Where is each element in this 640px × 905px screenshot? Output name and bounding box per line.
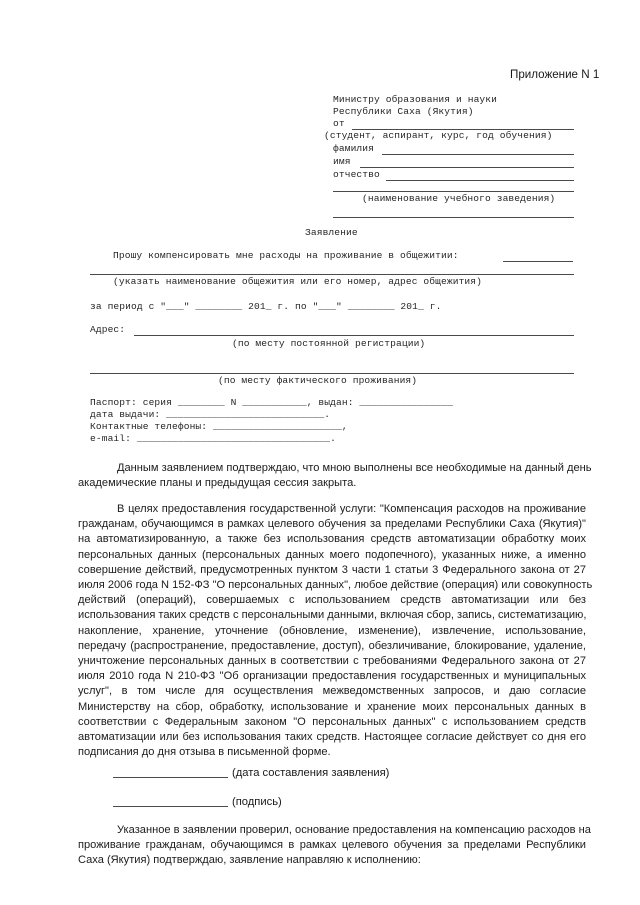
consent-line: услуг", в том числе для осуществления межведомственных запросов, и даю согласие <box>78 685 586 698</box>
passport-line: Паспорт: серия ________ N ___________, выдан: ________________ <box>90 397 454 408</box>
dorm-hint: (указать наименование общежития или его номер, адрес общежития) <box>113 276 483 287</box>
patronymic-label: отчество <box>333 169 380 180</box>
date-line <box>113 777 228 778</box>
consent-line: В целях предоставления государственной услуги: "Компенсация расходов на проживание <box>117 503 586 515</box>
email-line: e-mail: _________________________________. <box>90 433 337 444</box>
student-hint: (студент, аспирант, курс, год обучения) <box>324 130 553 141</box>
consent-line: июля 2006 года N 152-ФЗ "О персональных данных", любое действие (операция) или совокупность <box>78 579 593 592</box>
date-label: (дата составления заявления) <box>232 767 390 779</box>
confirmation-paragraph <box>78 461 592 491</box>
addressee-minister: Министру образования и науки <box>333 94 498 105</box>
addressee-republic: Республики Саха (Якутия) <box>333 106 474 117</box>
confirmation-line: Данным заявлением подтверждаю, что мною выполнены все необходимые на данный день <box>117 462 592 474</box>
appendix-label: Приложение N 1 <box>510 68 600 81</box>
confirmation-line: академические планы и предыдущая сессия закрыта. <box>78 477 357 490</box>
dorm-line-short <box>503 261 573 262</box>
name-line <box>360 167 574 168</box>
consent-line: передачу (распространение, предоставление, доступ), обезличивание, блокирование, удаление, <box>78 639 586 652</box>
from-label: от <box>333 118 345 129</box>
actual-hint: (по месту фактического проживания) <box>218 375 418 386</box>
document-title: Заявление <box>305 227 358 238</box>
consent-line: соответствии с Федеральным законом "О персональных данных" с использованием средств <box>78 715 586 728</box>
consent-line: на автоматизированную, а также без использования средств автоматизации обработку моих <box>78 533 586 546</box>
consent-line: действий (операций), совершаемых с использованием средств автоматизации или без <box>78 594 586 607</box>
consent-line: использования таких средств с персональными данными, включая сбор, запись, систематизацию, <box>78 609 587 622</box>
permanent-hint: (по месту постоянной регистрации) <box>232 338 426 349</box>
institution-line-2 <box>333 217 574 218</box>
verification-paragraph <box>78 823 591 869</box>
surname-label: фамилия <box>333 143 375 154</box>
verification-line: Саха (Якутия) подтверждаю, заявление направляю к исполнению: <box>78 854 421 867</box>
institution-line <box>333 191 574 192</box>
consent-line: накопление, хранение, уточнение (обновление, изменение), извлечение, использование, <box>78 624 586 637</box>
patronymic-line <box>386 180 574 181</box>
verification-line: Указанное в заявлении проверил, основание предоставления на компенсацию расходов на <box>117 824 591 836</box>
phones-line: Контактные телефоны: ______________________, <box>90 421 348 432</box>
consent-line: персональных данных (персональных данных моего подопечного), указанных ниже, а именно <box>78 548 586 561</box>
consent-line: автоматизации или без использования таких средств. Настоящее согласие действует со дня его <box>78 731 586 744</box>
institution-hint: (наименование учебного заведения) <box>362 193 556 204</box>
request-line: Прошу компенсировать мне расходы на проживание в общежитии: <box>113 250 459 261</box>
consent-line: совершение действий, предусмотренных пунктом 3 части 1 статьи 3 Федерального закона от 27 <box>78 563 586 576</box>
issue-date-line: дата выдачи: ___________________________. <box>90 409 331 420</box>
period-line: за период с "___" ________ 201_ г. по "___" ________ 201_ г. <box>90 301 442 312</box>
dorm-line <box>90 274 574 275</box>
address-actual-line <box>90 373 574 374</box>
signature-label: (подпись) <box>232 796 282 808</box>
signature-line <box>113 806 228 807</box>
address-label: Адрес: <box>90 324 126 335</box>
consent-line: гражданам, обучающимся в рамках целевого обучения за пределами Республики Саха (Якутия)" <box>78 518 586 531</box>
name-label: имя <box>333 156 351 167</box>
consent-paragraph <box>78 502 593 760</box>
consent-line: июля 2010 года N 210-ФЗ "Об организации предоставления государственных и муниципальных <box>78 670 586 683</box>
consent-line: уничтожение персональных данных в соответствии с требованиями Федерального закона от 27 <box>78 655 586 668</box>
consent-line: подписания до дня отзыва в письменной форме. <box>78 746 331 759</box>
consent-line: Министерству на сбор, обработку, использование и хранение моих персональных данных в <box>78 700 586 713</box>
verification-line: проживание гражданам, обучающимся в рамках целевого обучения за пределами Республики <box>78 839 586 852</box>
address-permanent-line <box>134 335 574 336</box>
surname-line <box>382 154 574 155</box>
